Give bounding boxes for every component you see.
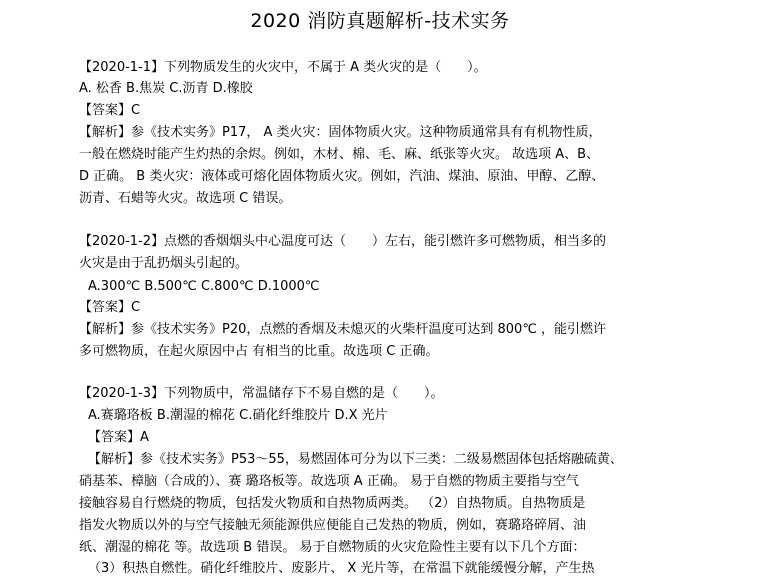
explanation-line: 沥青、石蜡等火灾。故选项 C 错误。 — [79, 191, 292, 206]
explanation-line: D 正确。 B 类火灾：液体或可熔化固体物质火灾。例如，汽油、煤油、原油、甲醇、乙醇、 — [79, 169, 605, 184]
question-stem: 【2020-1-1】下列物质发生的火灾中，不属于 A 类火灾的是（ ）。 — [79, 60, 487, 75]
explanation-line: 多可燃物质，在起火原因中占 有相当的比重。故选项 C 正确。 — [79, 344, 439, 359]
explanation-line: 【解析】参《技术实务》P17， A 类火灾：固体物质火灾。这种物质通常具有有机物性质， — [79, 125, 602, 140]
explanation-line: 【解析】参《技术实务》P20，点燃的香烟及未熄灭的火柴杆温度可达到 800℃ ，能引燃许 — [79, 322, 607, 337]
question-options: A.300℃ B.500℃ C.800℃ D.1000℃ — [88, 279, 320, 294]
explanation-line: 硝基苯、樟脑（合成的）、赛 璐珞板等。故选项 A 正确。 易于自燃的物质主要指与空气 — [79, 474, 579, 489]
question-stem: 【2020-1-2】点燃的香烟烟头中心温度可达（ ）左右，能引燃许多可燃物质，相当多的 — [79, 234, 607, 249]
answer-line: 【答案】C — [79, 103, 141, 118]
question-options: A. 松香 B.焦炭 C.沥青 D.橡胶 — [79, 81, 253, 96]
answer-line: 【答案】C — [79, 300, 141, 315]
page-title: 2020 消防真题解析-技术实务 — [250, 10, 510, 32]
question-stem: 【2020-1-3】下列物质中，常温储存下不易自燃的是（ ）。 — [79, 386, 444, 401]
answer-line: 【答案】A — [88, 430, 149, 445]
explanation-line: 接触容易自行燃烧的物质，包括发火物质和自热物质两类。 （2）自热物质。自热物质是 — [79, 496, 586, 511]
explanation-line: （3）积热自燃性。硝化纤维胶片、废影片、 X 光片等，在常温下就能缓慢分解，产生热 — [88, 561, 595, 576]
explanation-line: 【解析】参《技术实务》P53～55，易燃固体可分为以下三类：二级易燃固体包括熔融硫黄、 — [88, 452, 623, 467]
explanation-line: 指发火物质以外的与空气接触无须能源供应便能自己发热的物质，例如，赛璐珞碎屑、油 — [79, 518, 587, 533]
question-stem: 火灾是由于乱扔烟头引起的。 — [79, 256, 249, 271]
explanation-line: 纸、潮湿的棉花 等。故选项 B 错误。 易于自燃物质的火灾危险性主要有以下几个方面： — [79, 540, 586, 555]
question-options: A.赛璐珞板 B.潮湿的棉花 C.硝化纤维胶片 D.X 光片 — [88, 408, 388, 423]
explanation-line: 一般在燃烧时能产生灼热的余烬。例如，木材、棉、毛、麻、纸张等火灾。 故选项 A、B、 — [79, 147, 600, 162]
